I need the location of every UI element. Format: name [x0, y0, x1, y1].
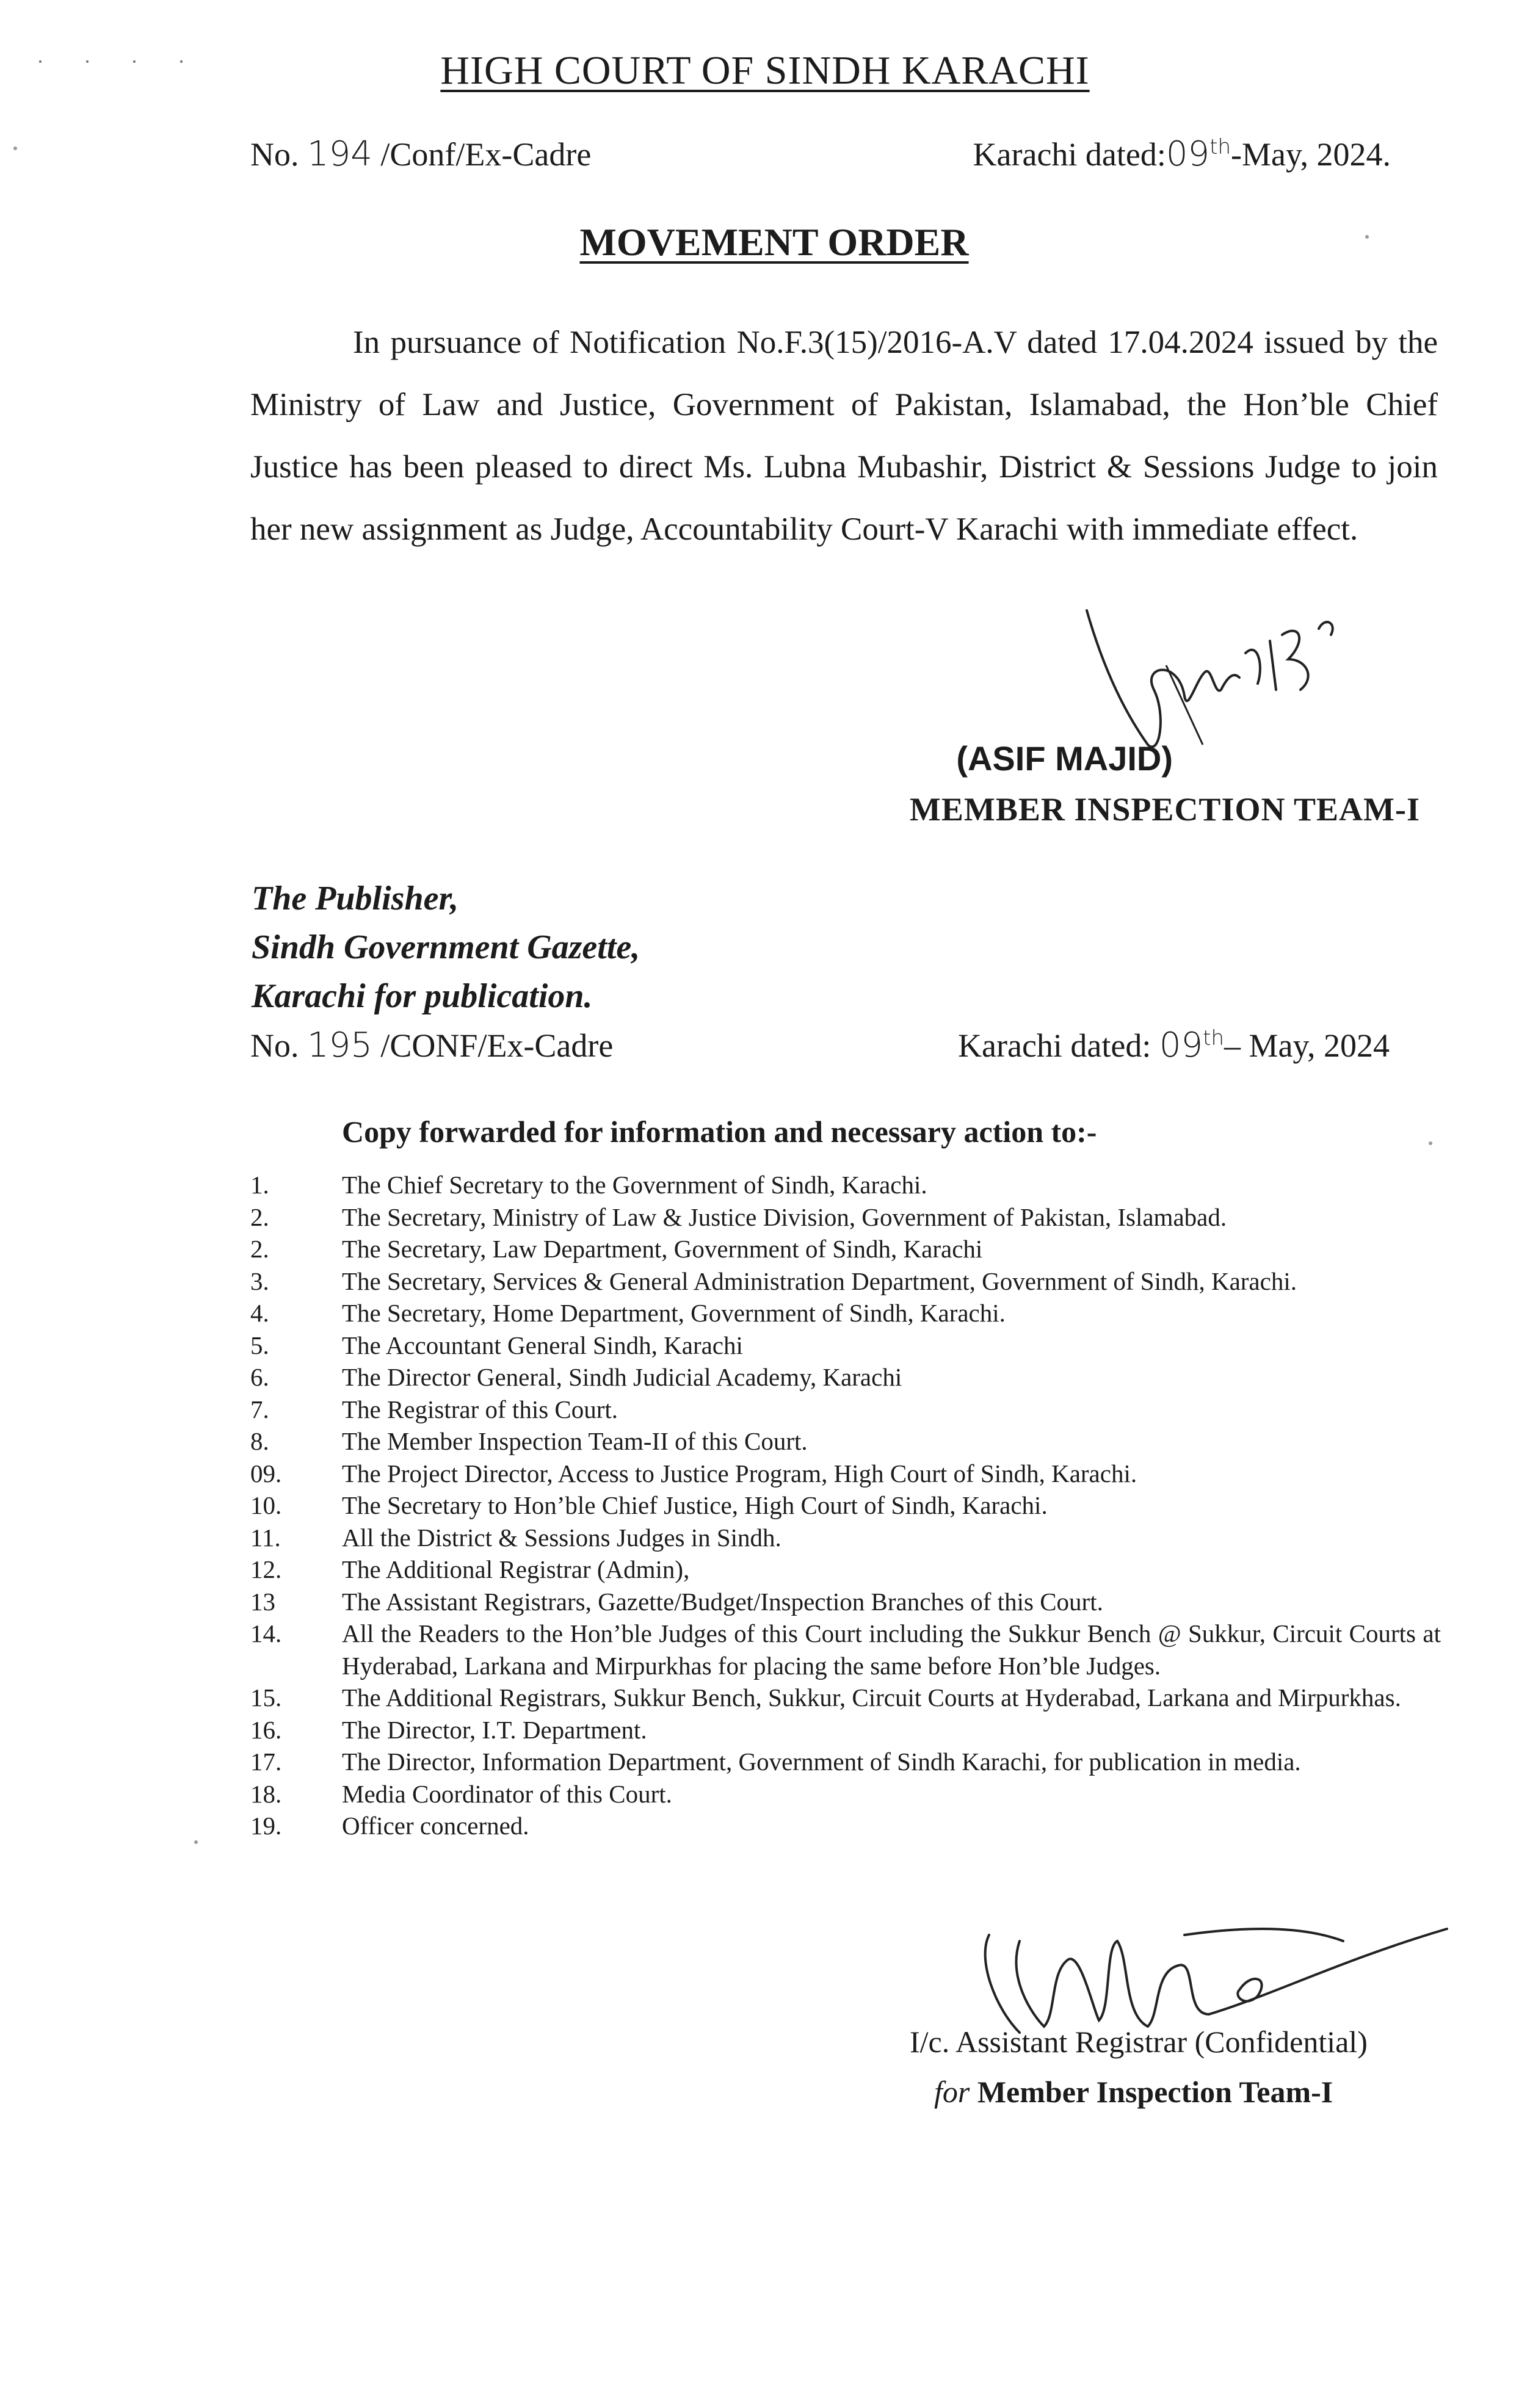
list-item-text: Media Coordinator of this Court. — [342, 1779, 672, 1808]
list-item — [250, 1394, 1441, 1426]
signoff-team-name: Member Inspection Team-I — [977, 2075, 1333, 2109]
list-item-number: 18. — [250, 1779, 282, 1808]
list-item — [250, 1233, 1441, 1265]
list-item — [250, 1810, 1441, 1842]
list-item — [250, 1201, 1441, 1234]
signatory-name: (ASIF MAJID) — [956, 739, 1173, 778]
list-item-text: The Director General, Sindh Judicial Academy, Karachi — [342, 1363, 902, 1391]
scan-speck — [1365, 235, 1369, 239]
list-item-number: 16. — [250, 1715, 282, 1744]
list-item-text: The Assistant Registrars, Gazette/Budget/Inspection Branches of this Court. — [342, 1587, 1103, 1616]
list-item-text: The Chief Secretary to the Government of Sindh, Karachi. — [342, 1171, 927, 1199]
ref2-no-label: No. — [250, 1027, 299, 1064]
list-item-text: The Secretary, Ministry of Law & Justice Division, Government of Pakistan, Islamabad. — [342, 1202, 1227, 1231]
list-item-text: The Registrar of this Court. — [342, 1395, 618, 1423]
list-item-number: 5. — [250, 1331, 269, 1359]
list-item-text: The Additional Registrars, Sukkur Bench, Sukkur, Circuit Courts at Hyderabad, Larkana and Mirpurkhas. — [342, 1683, 1401, 1712]
list-item — [250, 1746, 1441, 1778]
list-item — [250, 1329, 1441, 1362]
list-item-text: The Secretary, Services & General Administration Department, Government of Sindh, Karachi. — [342, 1267, 1297, 1295]
list-item-number: 10. — [250, 1491, 282, 1519]
list-item-number: 09. — [250, 1459, 282, 1488]
list-item-text: The Secretary, Home Department, Government of Sindh, Karachi. — [342, 1299, 1006, 1327]
list-item — [250, 1458, 1441, 1490]
date-superscript: th — [1209, 135, 1231, 159]
list-item-number: 19. — [250, 1812, 282, 1840]
list-item-text: The Secretary to Hon’ble Chief Justice, High Court of Sindh, Karachi. — [342, 1491, 1048, 1519]
signoff-designation: I/c. Assistant Registrar (Confidential) — [910, 2025, 1368, 2059]
list-item-text: Officer concerned. — [342, 1812, 529, 1840]
list-item — [250, 1425, 1441, 1458]
date-label: Karachi dated: — [973, 136, 1166, 173]
list-item-number: 15. — [250, 1683, 282, 1712]
scan-speck — [194, 1840, 198, 1844]
forwarding-reference-number — [250, 1025, 613, 1065]
recipient-list — [250, 1169, 1441, 1842]
list-item — [250, 1618, 1441, 1682]
court-name-heading: HIGH COURT OF SINDH KARACHI — [440, 48, 1090, 93]
list-item — [250, 1489, 1441, 1522]
list-item-number: 4. — [250, 1299, 269, 1327]
scan-speck — [13, 146, 17, 150]
list-item-number: 2. — [250, 1202, 269, 1231]
list-item — [250, 1361, 1441, 1394]
scan-speck — [1429, 1141, 1432, 1145]
list-item — [250, 1778, 1441, 1810]
list-item — [250, 1169, 1441, 1201]
copy-forwarded-heading: Copy forwarded for information and necessary action to:- — [342, 1115, 1097, 1149]
list-item — [250, 1714, 1441, 1746]
list-item — [250, 1682, 1441, 1714]
list-item — [250, 1265, 1441, 1298]
publisher-line-2: Sindh Government Gazette, — [252, 928, 640, 966]
list-item-number: 8. — [250, 1427, 269, 1455]
ref2-no-handwritten: 195 — [307, 1025, 372, 1065]
movement-order-title: MOVEMENT ORDER — [579, 220, 969, 264]
list-item-text: The Director, Information Department, Government of Sindh Karachi, for publication in media. — [342, 1748, 1301, 1776]
ref-no-suffix: /Conf/Ex-Cadre — [380, 136, 592, 173]
order-reference-number — [250, 134, 591, 174]
list-item-text: The Project Director, Access to Justice Program, High Court of Sindh, Karachi. — [342, 1459, 1137, 1488]
ref-no-handwritten: 194 — [307, 134, 372, 174]
list-item-number: 2. — [250, 1235, 269, 1263]
list-item — [250, 1586, 1441, 1618]
list-item-text: The Secretary, Law Department, Government of Sindh, Karachi — [342, 1235, 983, 1263]
signatory-designation: MEMBER INSPECTION TEAM-I — [909, 791, 1420, 828]
list-item-text: The Member Inspection Team-II of this Court. — [342, 1427, 808, 1455]
ref-no-label: No. — [250, 136, 299, 173]
list-item-number: 12. — [250, 1555, 282, 1583]
date2-suffix: – May, 2024 — [1224, 1027, 1390, 1064]
order-date — [973, 134, 1391, 174]
date2-label: Karachi dated: — [958, 1027, 1151, 1064]
date2-superscript: th — [1203, 1026, 1225, 1050]
ref2-no-suffix: /CONF/Ex-Cadre — [380, 1027, 614, 1064]
list-item-number: 6. — [250, 1363, 269, 1391]
list-item-number: 3. — [250, 1267, 269, 1295]
signoff-for: for — [934, 2075, 970, 2109]
list-item — [250, 1297, 1441, 1329]
date-suffix: -May, 2024. — [1231, 136, 1391, 173]
list-item-number: 1. — [250, 1171, 269, 1199]
list-item-text: All the District & Sessions Judges in Sindh. — [342, 1523, 781, 1552]
forwarding-date — [958, 1025, 1390, 1065]
list-item-number: 14. — [250, 1619, 282, 1647]
list-item-number: 13 — [250, 1587, 275, 1616]
scan-specks: · · · · — [37, 49, 202, 74]
order-body-paragraph: In pursuance of Notification No.F.3(15)/2016-A.V dated 17.04.2024 issued by the Ministry of Law and Justice, Government of Pakistan, Islamabad, the Hon’ble Chief Justice has been pleased to direct Ms. Lubna Mubashir, District & Sessions Judge to join her new assignment as Judge, Accountability Court-V Karachi with immediate effect. — [250, 325, 1438, 547]
list-item-text: The Accountant General Sindh, Karachi — [342, 1331, 743, 1359]
list-item-text: The Additional Registrar (Admin), — [342, 1555, 690, 1583]
list-item-number: 11. — [250, 1523, 281, 1552]
list-item-text: All the Readers to the Hon’ble Judges of this Court including the Sukkur Bench @ Sukkur, Circuit Courts at Hyderabad, Larkana and Mirpurkhas for placing the same before Hon’ble Judges. — [342, 1619, 1441, 1680]
list-item-number: 17. — [250, 1748, 282, 1776]
date2-handwritten: 09 — [1159, 1025, 1203, 1065]
date-handwritten: 09 — [1166, 134, 1210, 174]
list-item-number: 7. — [250, 1395, 269, 1423]
list-item-text: The Director, I.T. Department. — [342, 1715, 647, 1744]
list-item — [250, 1553, 1441, 1586]
publisher-line-1: The Publisher, — [252, 880, 459, 917]
list-item — [250, 1522, 1441, 1554]
signoff-team — [934, 2074, 1333, 2110]
publisher-address — [252, 874, 640, 1021]
publisher-line-3: Karachi for publication. — [252, 977, 593, 1015]
